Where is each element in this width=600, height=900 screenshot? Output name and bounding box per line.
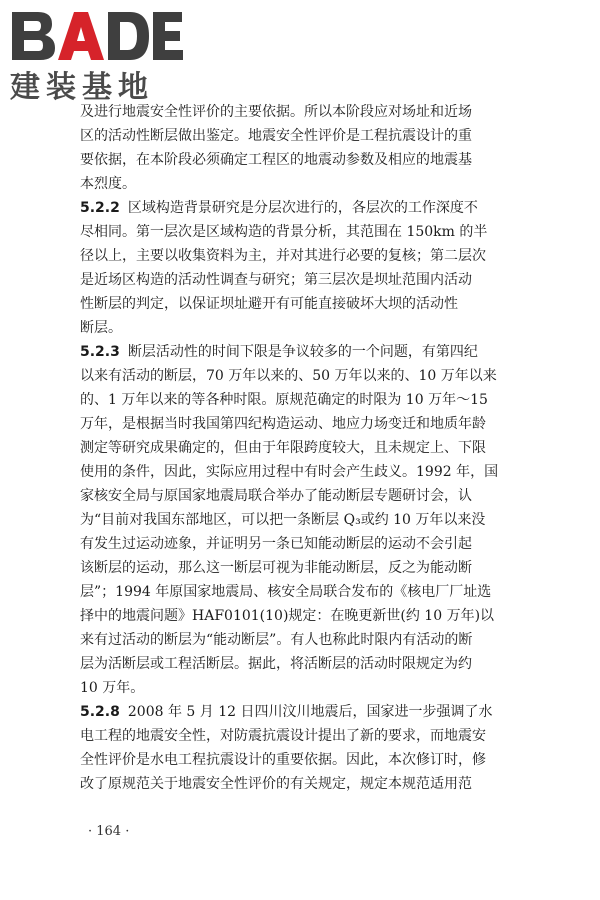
- text-line: 改了原规范关于地震安全性评价的有关规定，规定本规范适用范: [80, 776, 472, 792]
- text-line: 择中的地震问题》HAF0101(10)规定：在晚更新世(约 10 万年)以: [80, 608, 495, 624]
- logo-letter-e: [153, 12, 183, 60]
- text-line: 10 万年。: [80, 680, 145, 696]
- text-fragment: 2008 年 5 月 12 日四川汶川地震后，国家进一步强调了水: [127, 704, 493, 720]
- clause-number: 5.2.2: [80, 200, 120, 216]
- text-line: 使用的条件，因此，实际应用过程中有时会产生歧义。1992 年，国: [80, 464, 499, 480]
- text-line: 层”；1994 年原国家地震局、核安全局联合发布的《核电厂厂址选: [80, 584, 492, 600]
- logo-letter-a: [58, 12, 104, 60]
- text-fragment: 断层活动性的时间下限是争议较多的一个问题，有第四纪: [127, 344, 478, 360]
- text-line: 径以上，主要以收集资料为主，并对其进行必要的复核；第二层次: [80, 248, 486, 264]
- text-line: 本烈度。: [80, 176, 136, 192]
- text-line: 是近场区构造的活动性调查与研究；第三层次是坝址范围内活动: [80, 272, 472, 288]
- text-line: 有发生过运动迹象，并证明另一条已知能动断层的运动不会引起: [80, 536, 472, 552]
- text-line: 尽相同。第一层次是区域构造的背景分析，其范围在 150km 的半: [80, 224, 488, 240]
- clause-5-2-8: [80, 700, 500, 796]
- text-line: 以来有活动的断层，70 万年以来的、50 万年以来的、10 万年以来: [80, 368, 497, 384]
- text-line: [80, 340, 500, 364]
- text-line: 断层。: [80, 320, 122, 336]
- text-line: 来有过活动的断层为“能动断层”。有人也称此时限内有活动的断: [80, 632, 473, 648]
- text-line: 层为活断层或工程活断层。据此，将活断层的活动时限规定为约: [80, 656, 472, 672]
- text-line: 全性评价是水电工程抗震设计的重要依据。因此，本次修订时，修: [80, 752, 486, 768]
- clause-5-2-2: [80, 196, 500, 340]
- clause-number: 5.2.8: [80, 704, 120, 720]
- logo-letter-d: [108, 12, 149, 60]
- text-line: 性断层的判定，以保证坝址避开有可能直接破坏大坝的活动性: [80, 296, 458, 312]
- text-line: 测定等研究成果确定的，但由于年限跨度较大，且未规定上、下限: [80, 440, 486, 456]
- text-line: 的、1 万年以来的等各种时限。原规范确定的时限为 10 万年～15: [80, 392, 488, 408]
- paragraph-continued: [80, 100, 500, 196]
- logo-chinese-text: 建装基地: [10, 70, 154, 105]
- text-line: 家核安全局与原国家地震局联合举办了能动断层专题研讨会，认: [80, 488, 472, 504]
- text-line: 及进行地震安全性评价的主要依据。所以本阶段应对场址和近场: [80, 104, 472, 120]
- clause-5-2-3: [80, 340, 500, 700]
- clause-number: 5.2.3: [80, 344, 120, 360]
- text-line: [80, 196, 500, 220]
- text-line: 要依据，在本阶段必须确定工程区的地震动参数及相应的地震基: [80, 152, 472, 168]
- text-line: 电工程的地震安全性，对防震抗震设计提出了新的要求，而地震安: [80, 728, 486, 744]
- bade-logo: [8, 6, 183, 105]
- text-line: 为“目前对我国东部地区，可以把一条断层 Q₃或约 10 万年以来没: [80, 512, 486, 528]
- bade-logo-mark: [8, 6, 183, 64]
- page-number: · 164 ·: [88, 824, 130, 839]
- document-body: [80, 100, 500, 796]
- text-line: 该断层的运动，那么这一断层可视为非能动断层，反之为能动断: [80, 560, 472, 576]
- text-line: [80, 700, 500, 724]
- logo-letter-b: [12, 12, 55, 60]
- text-line: 区的活动性断层做出鉴定。地震安全性评价是工程抗震设计的重: [80, 128, 472, 144]
- text-fragment: 区域构造背景研究是分层次进行的，各层次的工作深度不: [127, 200, 478, 216]
- text-line: 万年，是根据当时我国第四纪构造运动、地应力场变迁和地质年龄: [80, 416, 486, 432]
